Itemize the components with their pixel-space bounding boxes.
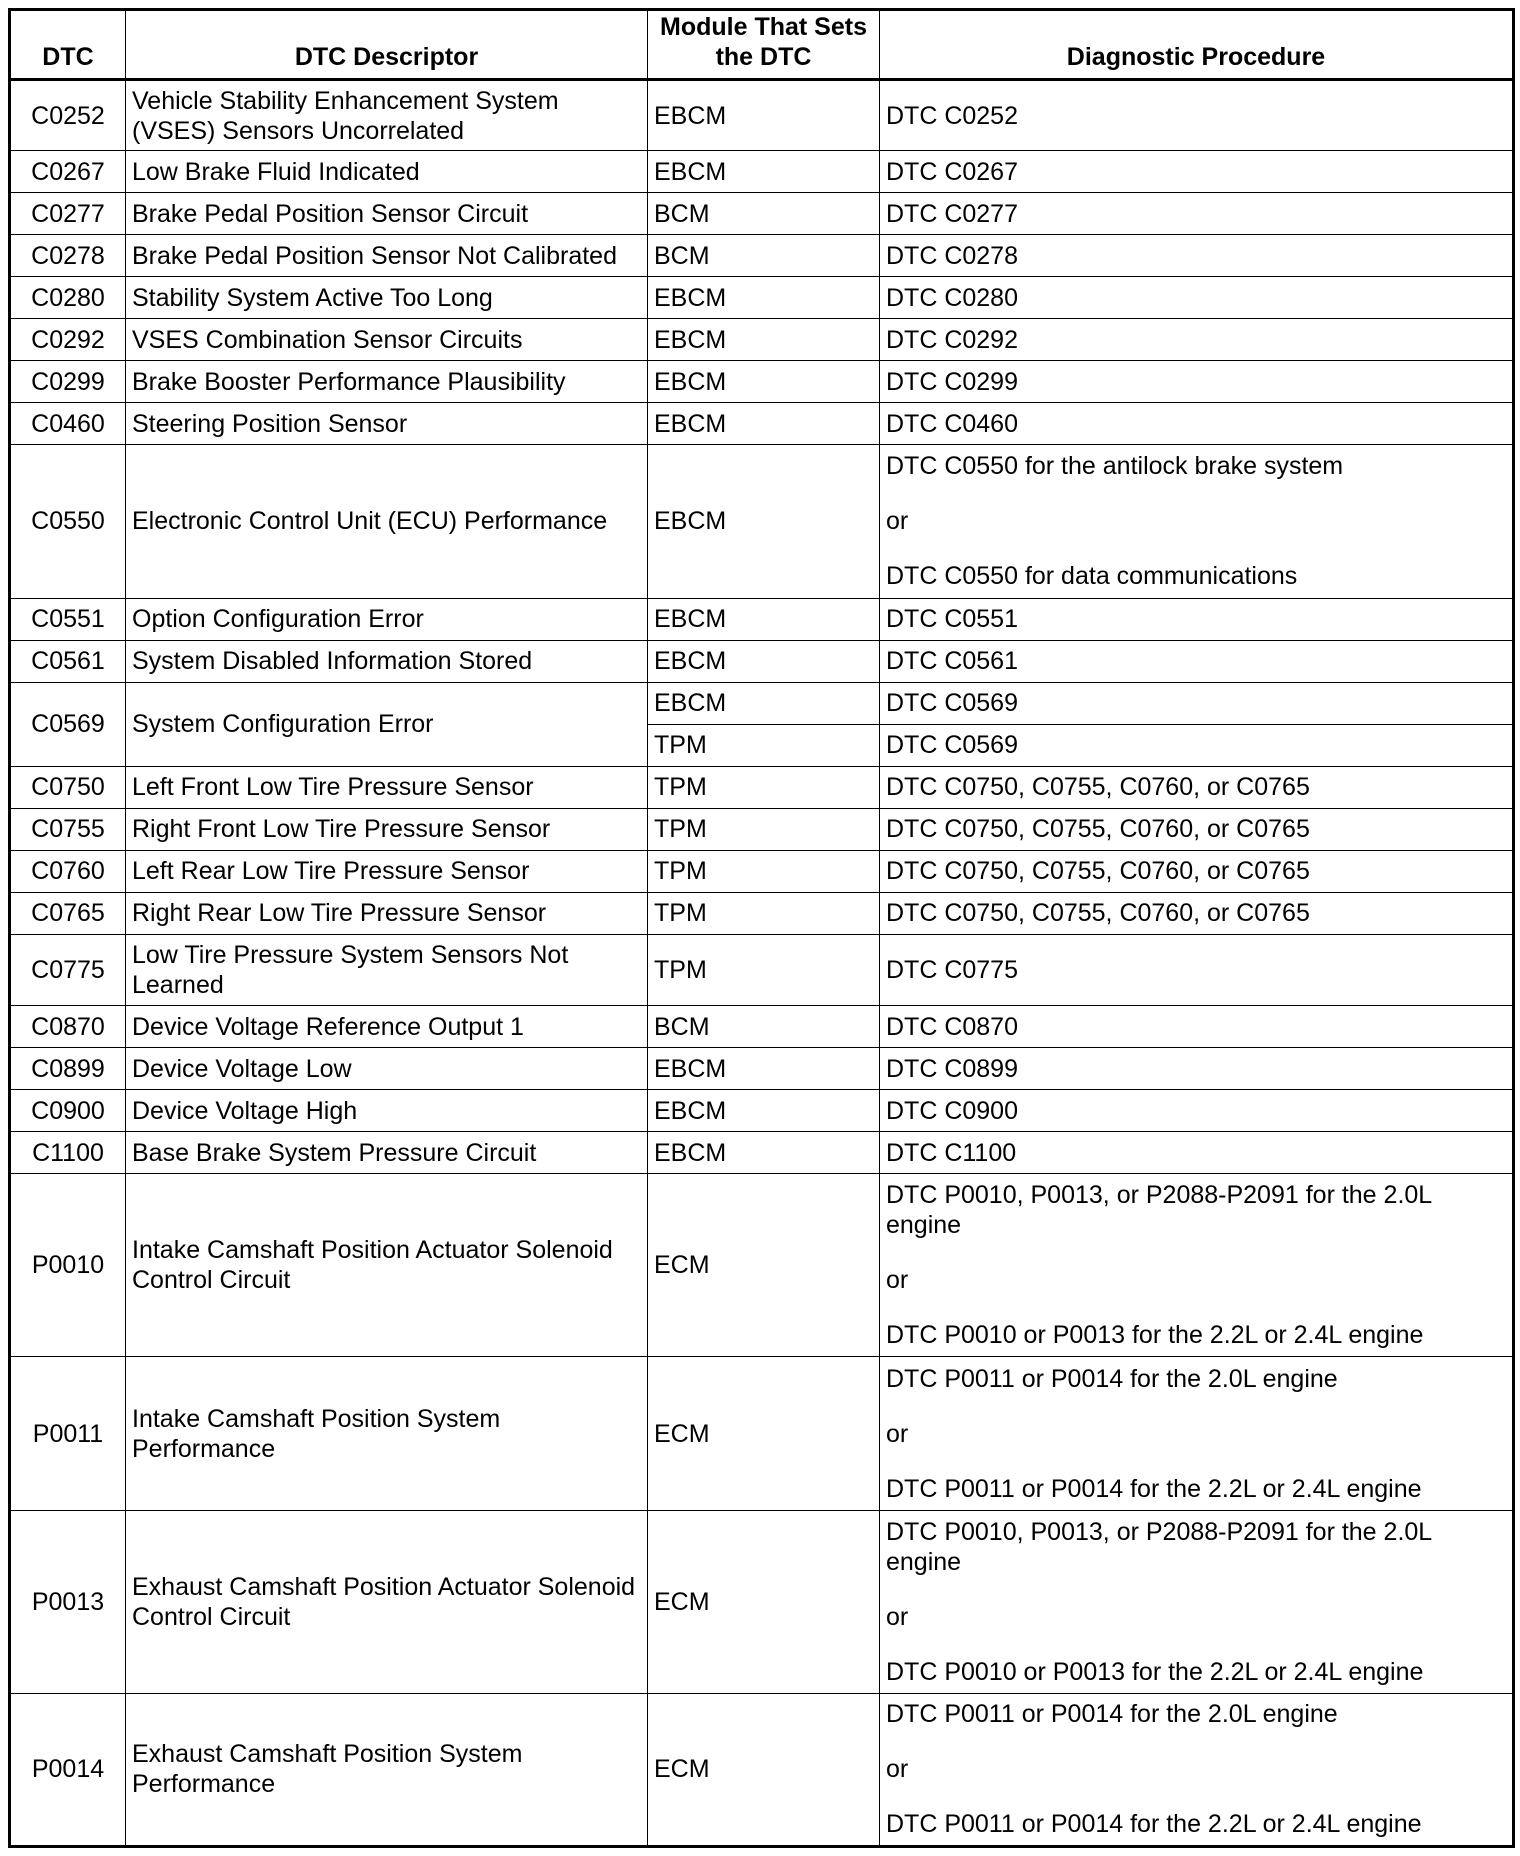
table-row — [10, 151, 1514, 193]
dtc-module: EBCM — [648, 80, 880, 151]
dtc-descriptor: Exhaust Camshaft Position System Performance — [126, 1693, 648, 1846]
table-row — [10, 80, 1514, 151]
dtc-module: TPM — [648, 892, 880, 934]
procedure-option-a: DTC P0011 or P0014 for the 2.0L engine — [886, 1700, 1338, 1729]
dtc-procedure: DTC C0870 — [880, 1006, 1514, 1048]
table-row — [10, 892, 1514, 934]
table-row — [10, 1174, 1514, 1357]
dtc-module: TPM — [648, 724, 880, 766]
dtc-descriptor: Low Tire Pressure System Sensors Not Learned — [126, 934, 648, 1005]
dtc-descriptor: Device Voltage Reference Output 1 — [126, 1006, 648, 1048]
dtc-code: C0252 — [10, 80, 126, 151]
dtc-descriptor: Steering Position Sensor — [126, 403, 648, 445]
dtc-module: EBCM — [648, 640, 880, 682]
dtc-code: C0750 — [10, 766, 126, 808]
dtc-procedure — [880, 445, 1514, 598]
dtc-procedure: DTC C0750, C0755, C0760, or C0765 — [880, 766, 1514, 808]
header-descriptor: DTC Descriptor — [126, 10, 648, 80]
dtc-descriptor: Right Front Low Tire Pressure Sensor — [126, 808, 648, 850]
procedure-option-a: DTC P0010, P0013, or P2088-P2091 for the 2.0L engine — [886, 1181, 1432, 1240]
dtc-module: ECM — [648, 1510, 880, 1693]
dtc-procedure — [880, 1693, 1514, 1846]
dtc-module: EBCM — [648, 1048, 880, 1090]
dtc-descriptor: Right Rear Low Tire Pressure Sensor — [126, 892, 648, 934]
dtc-code: C0299 — [10, 361, 126, 403]
dtc-code: P0014 — [10, 1693, 126, 1846]
dtc-module: EBCM — [648, 151, 880, 193]
dtc-procedure — [880, 1174, 1514, 1357]
dtc-descriptor: System Disabled Information Stored — [126, 640, 648, 682]
procedure-option-b: DTC P0010 or P0013 for the 2.2L or 2.4L engine — [886, 1321, 1424, 1350]
dtc-code: C0569 — [10, 682, 126, 766]
dtc-descriptor: Electronic Control Unit (ECU) Performance — [126, 445, 648, 598]
table-row — [10, 850, 1514, 892]
table-row — [10, 403, 1514, 445]
table-row — [10, 445, 1514, 598]
procedure-option-b: DTC C0550 for data communications — [886, 562, 1298, 591]
dtc-procedure: DTC C0775 — [880, 934, 1514, 1005]
dtc-procedure: DTC C0551 — [880, 598, 1514, 640]
procedure-option-b: DTC P0011 or P0014 for the 2.2L or 2.4L engine — [886, 1474, 1422, 1503]
dtc-code: C0280 — [10, 277, 126, 319]
dtc-module: EBCM — [648, 1132, 880, 1174]
header-dtc: DTC — [10, 10, 126, 80]
dtc-descriptor: Brake Booster Performance Plausibility — [126, 361, 648, 403]
dtc-procedure: DTC C0252 — [880, 80, 1514, 151]
dtc-descriptor: Device Voltage Low — [126, 1048, 648, 1090]
table-row — [10, 1090, 1514, 1132]
dtc-code: C0561 — [10, 640, 126, 682]
dtc-module: EBCM — [648, 319, 880, 361]
dtc-module: EBCM — [648, 403, 880, 445]
dtc-code: C0460 — [10, 403, 126, 445]
dtc-code: C0870 — [10, 1006, 126, 1048]
dtc-procedure: DTC C0299 — [880, 361, 1514, 403]
dtc-module: EBCM — [648, 598, 880, 640]
header-procedure: Diagnostic Procedure — [880, 10, 1514, 80]
dtc-code: C0760 — [10, 850, 126, 892]
procedure-or: or — [886, 1266, 909, 1295]
table-row — [10, 1048, 1514, 1090]
dtc-descriptor: Left Front Low Tire Pressure Sensor — [126, 766, 648, 808]
dtc-descriptor: Intake Camshaft Position Actuator Solenoid Control Circuit — [126, 1174, 648, 1357]
dtc-procedure: DTC C0280 — [880, 277, 1514, 319]
dtc-table — [8, 8, 1515, 1848]
dtc-descriptor: Low Brake Fluid Indicated — [126, 151, 648, 193]
table-row — [10, 1132, 1514, 1174]
dtc-descriptor: Intake Camshaft Position System Performance — [126, 1357, 648, 1510]
table-row — [10, 1357, 1514, 1510]
dtc-module: TPM — [648, 766, 880, 808]
table-row — [10, 277, 1514, 319]
procedure-option-a: DTC P0011 or P0014 for the 2.0L engine — [886, 1364, 1338, 1393]
table-row — [10, 193, 1514, 235]
dtc-module: EBCM — [648, 445, 880, 598]
dtc-procedure: DTC C0267 — [880, 151, 1514, 193]
table-row — [10, 640, 1514, 682]
procedure-or: or — [886, 1602, 909, 1631]
procedure-or: or — [886, 1419, 909, 1448]
procedure-option-a: DTC C0550 for the antilock brake system — [886, 452, 1344, 481]
dtc-procedure: DTC C0561 — [880, 640, 1514, 682]
dtc-procedure: DTC C0900 — [880, 1090, 1514, 1132]
dtc-module: EBCM — [648, 1090, 880, 1132]
dtc-descriptor: Option Configuration Error — [126, 598, 648, 640]
table-row — [10, 361, 1514, 403]
dtc-descriptor: Base Brake System Pressure Circuit — [126, 1132, 648, 1174]
dtc-descriptor: System Configuration Error — [126, 682, 648, 766]
table-row — [10, 598, 1514, 640]
procedure-or: or — [886, 507, 909, 536]
dtc-procedure: DTC C0569 — [880, 724, 1514, 766]
dtc-module: BCM — [648, 193, 880, 235]
dtc-code: P0010 — [10, 1174, 126, 1357]
dtc-descriptor: Device Voltage High — [126, 1090, 648, 1132]
dtc-module: BCM — [648, 1006, 880, 1048]
dtc-module: EBCM — [648, 277, 880, 319]
dtc-code: C0292 — [10, 319, 126, 361]
dtc-procedure: DTC C0569 — [880, 682, 1514, 724]
dtc-descriptor: Left Rear Low Tire Pressure Sensor — [126, 850, 648, 892]
dtc-module: BCM — [648, 235, 880, 277]
table-row — [10, 934, 1514, 1005]
procedure-option-b: DTC P0010 or P0013 for the 2.2L or 2.4L engine — [886, 1657, 1424, 1686]
dtc-descriptor: Brake Pedal Position Sensor Circuit — [126, 193, 648, 235]
dtc-module: ECM — [648, 1174, 880, 1357]
dtc-module: EBCM — [648, 682, 880, 724]
dtc-code: C0899 — [10, 1048, 126, 1090]
dtc-descriptor: Brake Pedal Position Sensor Not Calibrated — [126, 235, 648, 277]
dtc-procedure: DTC C0750, C0755, C0760, or C0765 — [880, 892, 1514, 934]
dtc-code: C0775 — [10, 934, 126, 1005]
dtc-procedure: DTC C0277 — [880, 193, 1514, 235]
table-row — [10, 319, 1514, 361]
dtc-code: C0267 — [10, 151, 126, 193]
dtc-code: C1100 — [10, 1132, 126, 1174]
dtc-descriptor: Vehicle Stability Enhancement System (VSES) Sensors Uncorrelated — [126, 80, 648, 151]
table-row — [10, 1693, 1514, 1846]
dtc-procedure: DTC C1100 — [880, 1132, 1514, 1174]
dtc-module: EBCM — [648, 361, 880, 403]
dtc-code: P0011 — [10, 1357, 126, 1510]
dtc-descriptor: VSES Combination Sensor Circuits — [126, 319, 648, 361]
dtc-code: C0551 — [10, 598, 126, 640]
procedure-option-b: DTC P0011 or P0014 for the 2.2L or 2.4L engine — [886, 1810, 1422, 1839]
header-module: Module That Sets the DTC — [648, 10, 880, 80]
dtc-module: TPM — [648, 934, 880, 1005]
table-row — [10, 1510, 1514, 1693]
dtc-procedure: DTC C0750, C0755, C0760, or C0765 — [880, 850, 1514, 892]
dtc-procedure: DTC C0278 — [880, 235, 1514, 277]
dtc-module: ECM — [648, 1357, 880, 1510]
dtc-module: TPM — [648, 808, 880, 850]
dtc-procedure: DTC C0460 — [880, 403, 1514, 445]
dtc-procedure: DTC C0899 — [880, 1048, 1514, 1090]
procedure-option-a: DTC P0010, P0013, or P2088-P2091 for the 2.0L engine — [886, 1517, 1432, 1576]
dtc-code: C0765 — [10, 892, 126, 934]
dtc-code: C0550 — [10, 445, 126, 598]
dtc-procedure — [880, 1357, 1514, 1510]
table-row — [10, 682, 1514, 724]
dtc-module: ECM — [648, 1693, 880, 1846]
dtc-code: C0755 — [10, 808, 126, 850]
dtc-code: P0013 — [10, 1510, 126, 1693]
header-row — [10, 10, 1514, 80]
dtc-code: C0277 — [10, 193, 126, 235]
dtc-procedure: DTC C0750, C0755, C0760, or C0765 — [880, 808, 1514, 850]
table-row — [10, 808, 1514, 850]
dtc-code: C0278 — [10, 235, 126, 277]
dtc-code: C0900 — [10, 1090, 126, 1132]
table-row — [10, 766, 1514, 808]
dtc-descriptor: Exhaust Camshaft Position Actuator Solenoid Control Circuit — [126, 1510, 648, 1693]
dtc-procedure: DTC C0292 — [880, 319, 1514, 361]
procedure-or: or — [886, 1755, 909, 1784]
table-row — [10, 1006, 1514, 1048]
dtc-module: TPM — [648, 850, 880, 892]
dtc-procedure — [880, 1510, 1514, 1693]
dtc-descriptor: Stability System Active Too Long — [126, 277, 648, 319]
table-row — [10, 235, 1514, 277]
